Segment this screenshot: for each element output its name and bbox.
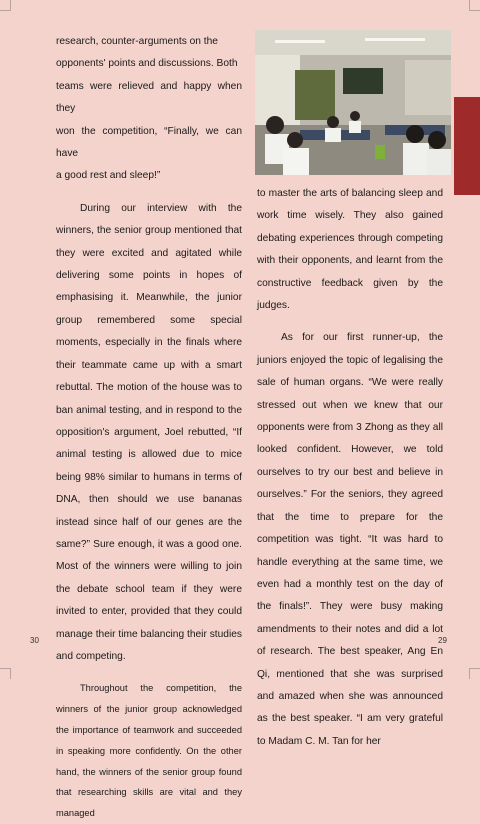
crop-mark-top-right [469,0,480,11]
left-text-column [56,31,242,824]
paragraph-interview: During our interview with the winners, the senior group mentioned that they were excited and agitated while delivering some points in hopes of emphasising it. Meanwhile, the junior group remembered some special moments, especially in the finals where their teammate came up with a smart rebuttal. The motion of the house was to ban animal testing, and in respond to the opposition's argument, Joel rebutted, “If animal testing is allowed due to mice being 98% similar to humans in terms of DNA, then should we use bananas instead since half of our genes are the same?” Sure enough, it was a good one. Most of the winners were willing to join the debate school team if they were invited to enter, provided that they could manage their time balancing their studies and competing. [56,202,242,662]
photo-illustration [255,30,451,175]
text-line: a good rest and sleep!” [56,170,161,182]
paragraph-balancing: to master the arts of balancing sleep and work time wisely. They also gained debating experiences through competing with their opponents, and learnt from the constructive feedback given by the judges. [257,188,443,312]
crop-mark-bottom-right [469,668,480,679]
page-number-left: 30 [30,636,39,645]
text-line: research, counter-arguments on the [56,36,218,47]
paragraph-runner-up: As for our first runner-up, the juniors enjoyed the topic of legalising the sale of human organs. “We were really stressed out when we knew that our opponents were from 3 Zhong as they all looked confident. However, we told ourselves to try our best and believe in ourselves.” For the seniors, they agreed that the time to prepare for the competition was tight. “It was hard to handle everything at the same time, we even had a monthly test on the day of the finals!”. They were busy making amendments to their notes and did a lot of research. The best speaker, Ang En Qi, mentioned that she was surprised and amazed when she was announced as the best speaker. “I am very grateful to Madam C. M. Tan for her [257,332,443,747]
text-line: opponents' points and discussions. Both [56,58,238,70]
text-line: teams were relieved and happy when they [56,80,242,115]
accent-bar [454,97,480,195]
crop-mark-top-left [0,0,11,11]
text-line: won the competition, “Finally, we can have [56,125,242,160]
crop-mark-bottom-left [0,668,11,679]
paragraph-continued [56,31,242,188]
right-text-column [257,183,443,753]
paragraph-throughout: Throughout the competition, the winners of the junior group acknowledged the importance of teamwork and succeeded in speaking more confidently. On the other hand, the winners of the senior group found that researching skills are vital and they managed [56,683,242,819]
page-number-right: 29 [438,636,447,645]
debate-classroom-photo [255,30,451,175]
